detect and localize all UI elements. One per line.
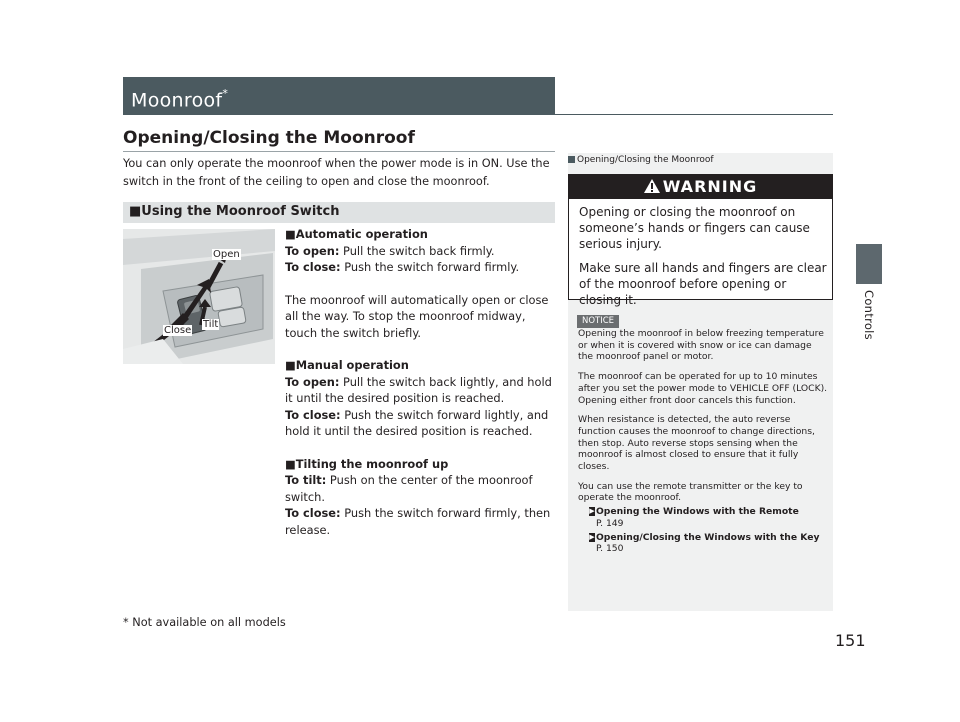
manual-open-line: To open: Pull the switch back lightly, and hold it until the desired position is reached. bbox=[285, 374, 552, 405]
auto-open-line: To open: Pull the switch back firmly. bbox=[285, 243, 495, 258]
label: To open: bbox=[285, 243, 340, 258]
tilt-line: To tilt: Push on the center of the moonroof switch. bbox=[285, 473, 533, 504]
callout-tilt: Tilt bbox=[203, 319, 219, 330]
tilt-heading: ■Tilting the moonroof up bbox=[285, 456, 449, 471]
warning-header: WARNING bbox=[569, 175, 832, 199]
label: To tilt: bbox=[285, 473, 327, 487]
subsection-bar bbox=[123, 202, 555, 223]
page-heading: Opening/Closing the Moonroof bbox=[123, 128, 415, 148]
auto-operation-heading: ■Automatic operation bbox=[285, 227, 428, 241]
footnote: * Not available on all models bbox=[123, 616, 286, 629]
arrow-icon: ▶ bbox=[589, 507, 595, 516]
warning-body bbox=[579, 204, 827, 316]
heading-rule bbox=[123, 151, 555, 152]
sidebar-title: Opening/Closing the Moonroof bbox=[568, 155, 714, 165]
moonroof-switch-illustration bbox=[123, 229, 275, 364]
section-title: Moonroof* bbox=[131, 87, 229, 112]
switch-drawing bbox=[123, 229, 275, 364]
label: To close: bbox=[285, 407, 341, 422]
auto-note: The moonroof will automatically open or close all the way. To stop the moonroof midway, touch the switch briefly. bbox=[285, 292, 549, 340]
callout-open: Open bbox=[213, 249, 240, 260]
label: To close: bbox=[285, 506, 341, 520]
warning-triangle-icon bbox=[644, 179, 660, 193]
xref-remote[interactable]: ▶ Opening the Windows with the Remote P. 149 bbox=[589, 506, 799, 529]
section-title-bar bbox=[123, 77, 555, 115]
instructions-column bbox=[285, 226, 555, 538]
auto-close-line: To close: Push the switch forward firmly. bbox=[285, 260, 520, 274]
warning-box bbox=[568, 174, 833, 307]
note-remote: You can use the remote transmitter or the key to operate the moonroof. bbox=[578, 480, 803, 504]
bullet-icon bbox=[568, 156, 575, 163]
manual-operation-heading: ■Manual operation bbox=[285, 358, 409, 372]
side-tab bbox=[856, 244, 882, 284]
subsection-label: ■Using the Moonroof Switch bbox=[129, 204, 340, 219]
intro-text: You can only operate the moonroof when the power mode is in ON. Use the switch in the front of the ceiling to open and close the moonroof. bbox=[123, 157, 550, 188]
label: To open: bbox=[285, 374, 340, 389]
warning-text-1: Opening or closing the moonroof on someone’s hands or fingers can cause serious injury. bbox=[579, 205, 810, 251]
manual-close-line: To close: Push the switch forward lightly, and hold it until the desired position is reached. bbox=[285, 407, 549, 438]
callout-close: Close bbox=[164, 325, 192, 336]
label: To close: bbox=[285, 260, 341, 274]
tilt-close-line: To close: Push the switch forward firmly, then release. bbox=[285, 506, 551, 537]
asterisk: * bbox=[222, 87, 229, 100]
notice-badge: NOTICE bbox=[577, 315, 619, 328]
xref-key[interactable]: ▶ Opening/Closing the Windows with the Key P. 150 bbox=[589, 531, 820, 555]
arrow-icon: ▶ bbox=[589, 532, 595, 541]
sidebar-notes bbox=[578, 328, 828, 563]
page-number: 151 bbox=[835, 631, 866, 650]
notice-text: Opening the moonroof in below freezing temperature or when it is covered with snow or ice can damage the moonroof panel or motor. bbox=[578, 328, 824, 363]
section-rule bbox=[555, 114, 833, 115]
note-auto-reverse: When resistance is detected, the auto reverse function causes the moonroof to change directions, then stop. Auto reverse stops sensing when the moonroof is almost closed to ensure that it fully closes. bbox=[578, 414, 815, 473]
note-power-mode: The moonroof can be operated for up to 10 minutes after you set the power mode to VEHICLE OFF (LOCK). Opening either front door cancels this function. bbox=[578, 371, 828, 406]
side-tab-label: Controls bbox=[862, 290, 876, 340]
warning-text-2: Make sure all hands and fingers are clear of the moonroof before opening or closing it. bbox=[579, 261, 827, 307]
